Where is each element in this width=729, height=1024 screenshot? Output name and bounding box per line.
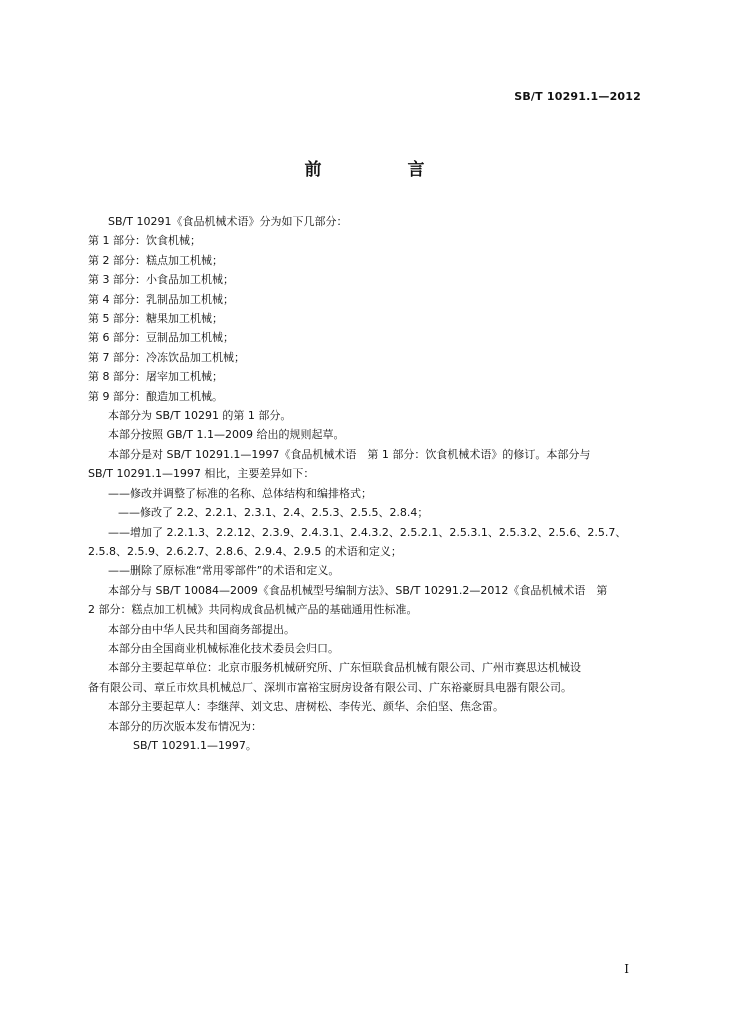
drafters: 本部分主要起草人：李继萍、刘文忠、唐树松、李传光、颜华、余伯坚、焦念雷。 [108,700,504,714]
part-list-item: 第 4 部分：乳制品加工机械； [88,292,234,306]
change-item: ——增加了 2.2.1.3、2.2.12、2.3.9、2.4.3.1、2.4.3.2、2.5.2.1、2.5.3.1、2.5.3.2、2.5.6、2.5.7、 [108,525,627,539]
version-history-label: 本部分的历次版本发布情况为： [108,719,262,733]
change-item: ——修改了 2.2、2.2.1、2.3.1、2.4、2.5.3、2.5.5、2.8.4； [118,506,429,520]
part-list-item: 第 2 部分：糕点加工机械； [88,253,223,267]
page-title: 前 言 [304,160,465,180]
part-statement: 本部分为 SB/T 10291 的第 1 部分。 [108,409,292,423]
change-item-cont: 2.5.8、2.5.9、2.6.2.7、2.8.6、2.9.4、2.9.5 的术语和定义； [88,544,402,558]
proposer: 本部分由中华人民共和国商务部提出。 [108,622,295,636]
part-list-item: 第 7 部分：冷冻饮品加工机械； [88,350,245,364]
drafting-organizations: 本部分主要起草单位：北京市服务机械研究所、广东恒联食品机械有限公司、广州市赛思达机械设 [108,661,581,675]
part-list-item: 第 3 部分：小食品加工机械； [88,273,234,287]
change-item: ——删除了原标准“常用零部件”的术语和定义。 [108,564,340,578]
intro-line: SB/T 10291《食品机械术语》分为如下几部分： [108,215,348,228]
part-list-item: 第 5 部分：糖果加工机械； [88,312,223,326]
part-list-item: 第 6 部分：豆制品加工机械； [88,331,234,345]
page-number: I [624,962,629,976]
revision-intro-cont: SB/T 10291.1—1997 相比，主要差异如下： [88,467,315,481]
part-list-item: 第 1 部分：饮食机械； [88,234,201,248]
drafting-rule: 本部分按照 GB/T 1.1—2009 给出的规则起草。 [108,428,345,442]
drafting-organizations-cont: 备有限公司、章丘市炊具机械总厂、深圳市富裕宝厨房设备有限公司、广东裕豪厨具电器有限公司。 [88,680,572,694]
foreword-body [88,212,648,755]
standard-code: SB/T 10291.1—2012 [514,90,641,103]
related-standards: 本部分与 SB/T 10084—2009《食品机械型号编制方法》、SB/T 10291.2—2012《食品机械术语 第 [108,583,608,597]
change-item: ——修改并调整了标准的名称、总体结构和编排格式； [108,486,372,500]
related-standards-cont: 2 部分：糕点加工机械》共同构成食品机械产品的基础通用性标准。 [88,603,418,617]
revision-intro: 本部分是对 SB/T 10291.1—1997《食品机械术语 第 1 部分：饮食机械术语》的修订。本部分与 [108,447,591,461]
part-list-item: 第 8 部分：屠宰加工机械； [88,370,223,384]
version-history-item: SB/T 10291.1—1997。 [133,738,257,752]
responsible-committee: 本部分由全国商业机械标准化技术委员会归口。 [108,641,339,655]
part-list-item: 第 9 部分：酿造加工机械。 [88,389,223,403]
